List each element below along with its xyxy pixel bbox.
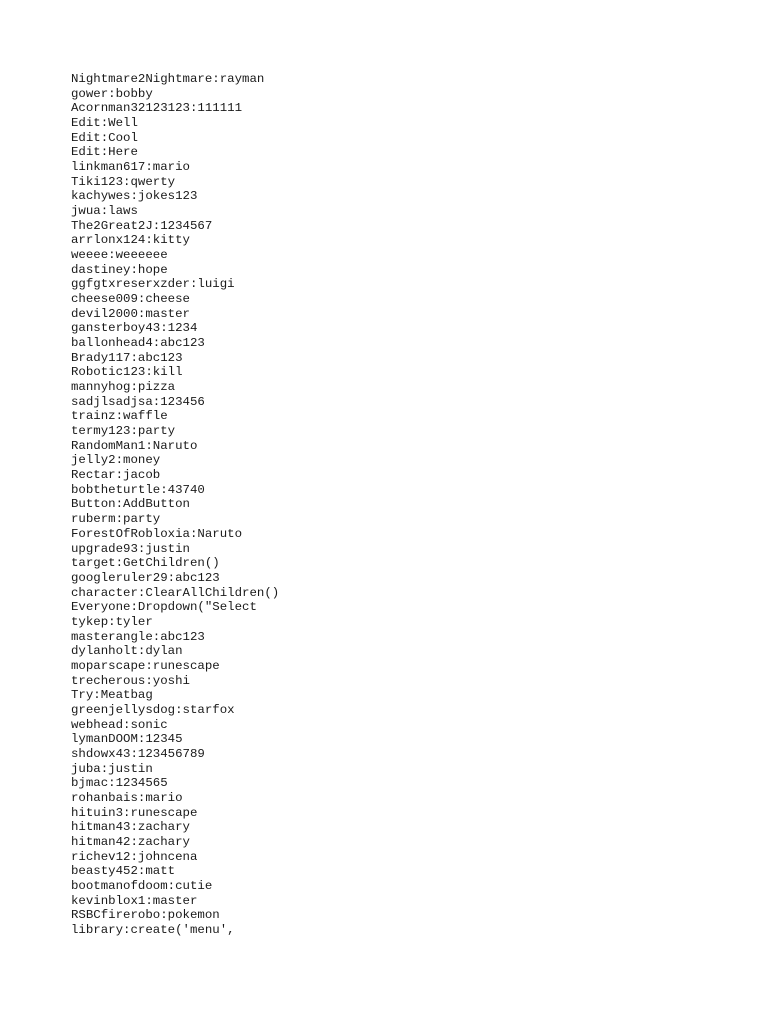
- text-line: The2Great2J:1234567: [71, 218, 213, 233]
- text-line: Everyone:Dropdown("Select: [71, 600, 257, 615]
- text-line: linkman617:mario: [71, 160, 190, 175]
- text-line: jwua:laws: [71, 204, 138, 219]
- text-line: googleruler29:abc123: [71, 570, 220, 585]
- text-line: Edit:Well: [71, 116, 138, 131]
- text-line: jelly2:money: [71, 453, 161, 468]
- text-line: beasty452:matt: [71, 864, 176, 879]
- text-line: kevinblox1:master: [71, 893, 198, 908]
- text-line: termy123:party: [71, 424, 176, 439]
- text-line: hitman42:zachary: [71, 834, 190, 849]
- text-lines: [71, 72, 279, 938]
- text-line: kachywes:jokes123: [71, 189, 198, 204]
- text-line: greenjellysdog:starfox: [71, 702, 235, 717]
- text-line: tykep:tyler: [71, 614, 153, 629]
- text-line: ggfgtxreserxzder:luigi: [71, 277, 235, 292]
- text-line: lymanDOOM:12345: [71, 732, 183, 747]
- text-line: character:ClearAllChildren(): [71, 585, 280, 600]
- text-line: richev12:johncena: [71, 849, 198, 864]
- text-line: ruberm:party: [71, 512, 161, 527]
- text-line: bjmac:1234565: [71, 776, 168, 791]
- text-line: mannyhog:pizza: [71, 380, 176, 395]
- text-line: rohanbais:mario: [71, 790, 183, 805]
- text-line: Rectar:jacob: [71, 468, 161, 483]
- text-line: library:create('menu',: [71, 922, 235, 937]
- text-line: cheese009:cheese: [71, 292, 190, 307]
- text-line: bootmanofdoom:cutie: [71, 878, 213, 893]
- text-line: RSBCfirerobo:pokemon: [71, 908, 220, 923]
- text-line: webhead:sonic: [71, 717, 168, 732]
- text-line: masterangle:abc123: [71, 629, 205, 644]
- text-line: hituin3:runescape: [71, 805, 198, 820]
- text-line: target:GetChildren(): [71, 556, 220, 571]
- text-line: Button:AddButton: [71, 497, 190, 512]
- text-line: Acornman32123123:111111: [71, 101, 243, 116]
- text-line: gansterboy43:1234: [71, 321, 198, 336]
- text-line: hitman43:zachary: [71, 820, 190, 835]
- text-line: trainz:waffle: [71, 409, 168, 424]
- text-line: dylanholt:dylan: [71, 644, 183, 659]
- text-line: moparscape:runescape: [71, 658, 220, 673]
- text-line: upgrade93:justin: [71, 541, 190, 556]
- text-line: Edit:Cool: [71, 130, 138, 145]
- text-line: juba:justin: [71, 761, 153, 776]
- text-line: shdowx43:123456789: [71, 746, 205, 761]
- text-line: weeee:weeeeee: [71, 248, 168, 263]
- text-line: devil2000:master: [71, 306, 190, 321]
- text-line: ForestOfRobloxia:Naruto: [71, 526, 243, 541]
- text-line: trecherous:yoshi: [71, 673, 190, 688]
- text-line: bobtheturtle:43740: [71, 482, 205, 497]
- text-line: Edit:Here: [71, 145, 138, 160]
- text-line: RandomMan1:Naruto: [71, 438, 198, 453]
- text-line: dastiney:hope: [71, 262, 168, 277]
- text-line: Nightmare2Nightmare:rayman: [71, 72, 265, 86]
- text-line: sadjlsadjsa:123456: [71, 394, 205, 409]
- text-line: gower:bobby: [71, 86, 153, 101]
- text-line: Try:Meatbag: [71, 688, 153, 703]
- text-line: Robotic123:kill: [71, 365, 183, 380]
- text-line: Brady117:abc123: [71, 350, 183, 365]
- text-line: Tiki123:qwerty: [71, 174, 176, 189]
- text-line: arrlonx124:kitty: [71, 233, 190, 248]
- text-line: ballonhead4:abc123: [71, 336, 205, 351]
